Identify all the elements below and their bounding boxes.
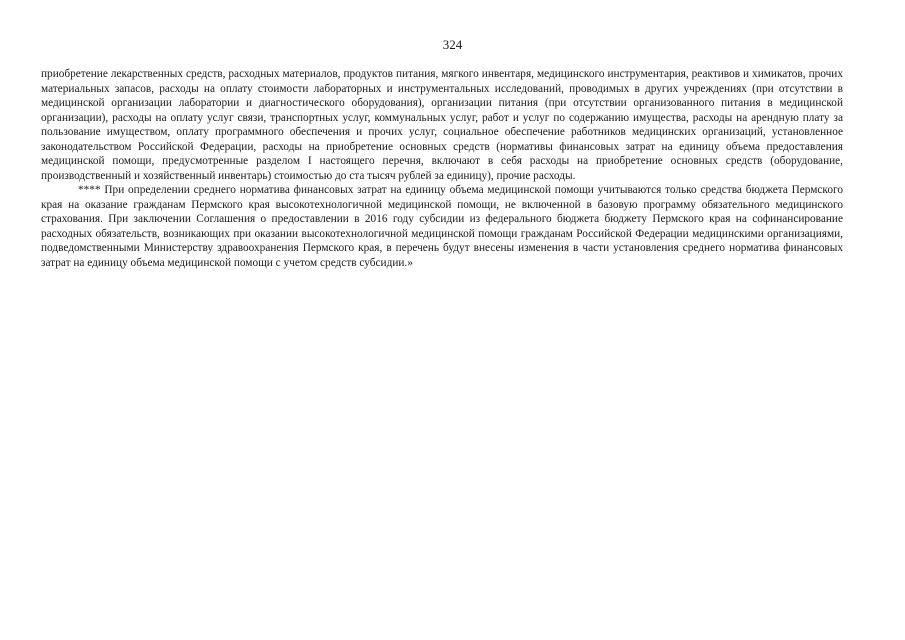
page-number: 324 [442,37,463,52]
paragraph-continuation: приобретение лекарственных средств, расходных материалов, продуктов питания, мягкого инвентаря, медицинского инструментария, реактивов и химикатов, прочих материальных запасов, расходы на оплату стоимости лабораторных и инструментальных исследований, проводимых в других учреждениях (при отсутствии в медицинской организации лаборатории и диагностического оборудования), организации питания (при отсутствии организованного питания в медицинской организации), расходы на оплату услуг связи, транспортных услуг, коммунальных услуг, работ и услуг по содержанию имущества, расходы на арендную плату за пользование имуществом, оплату программного обеспечения и прочих услуг, социальное обеспечение работников медицинских организаций, установленное законодательством Российской Федерации, расходы на приобретение основных средств (нормативы финансовых затрат на единицу объема предоставления медицинской помощи, предусмотренные разделом I настоящего перечня, включают в себя расходы на приобретение основных средств (оборудование, производственный и хозяйственный инвентарь) стоимостью до ста тысяч рублей за единицу), прочие расходы. [41,68,843,182]
document-body [41,67,843,270]
footnote-paragraph: **** При определении среднего норматива финансовых затрат на единицу объема медицинской помощи учитываются только средства бюджета Пермского края на оказание гражданам Пермского края высокотехнологичной медицинской помощи, не включенной в базовую программу обязательного медицинского страхования. При заключении Соглашения о предоставлении в 2016 году субсидии из федерального бюджета бюджету Пермского края на софинансирование расходных обязательств, возникающих при оказании высокотехнологичной медицинской помощи гражданам Российской Федерации медицинскими организациями, подведомственными Министерству здравоохранения Пермского края, в перечень будут внесены изменения в части установления среднего норматива финансовых затрат на единицу объема медицинской помощи с учетом средств субсидии.» [41,184,843,269]
